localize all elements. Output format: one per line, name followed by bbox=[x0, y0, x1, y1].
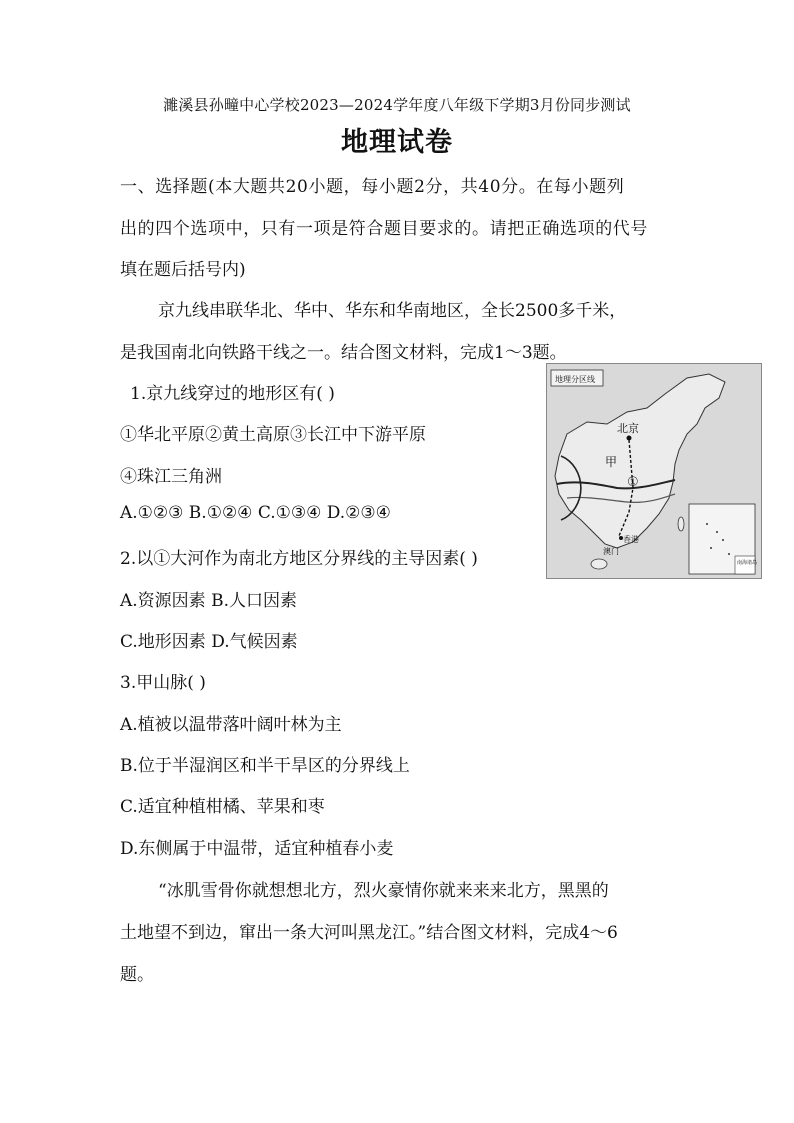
q3-option-b: B.位于半湿润区和半干旱区的分界线上 bbox=[120, 756, 410, 776]
map-legend-label: 地理分区线 bbox=[555, 375, 595, 384]
inset-label: 南海诸岛 bbox=[737, 560, 758, 566]
q3-option-c: C.适宜种植柑橘、苹果和枣 bbox=[120, 797, 325, 817]
q3-option-d: D.东侧属于中温带，适宜种植春小麦 bbox=[120, 839, 394, 859]
circle1-label: ① bbox=[627, 475, 639, 490]
beijing-marker bbox=[627, 436, 632, 441]
passage2-line3: 题。 bbox=[120, 965, 154, 985]
beijing-label: 北京 bbox=[617, 422, 639, 435]
q2-options-ab: A.资源因素 B.人口因素 bbox=[120, 591, 297, 611]
q3-option-a: A.植被以温带落叶阔叶林为主 bbox=[120, 715, 342, 735]
section-instruction-2: 出的四个选项中，只有一项是符合题目要求的。请把正确选项的代号 bbox=[120, 219, 648, 239]
passage2-line2: 土地望不到边，窜出一条大河叫黑龙江。”结合图文材料，完成4～6 bbox=[120, 923, 618, 943]
q1-options: A.①②③ B.①②④ C.①③④ D.②③④ bbox=[120, 503, 391, 523]
hainan-island bbox=[591, 559, 607, 569]
passage1-line2: 是我国南北向铁路干线之一。结合图文材料，完成1～3题。 bbox=[120, 343, 567, 363]
map-drawing bbox=[547, 364, 761, 578]
section-instruction-3: 填在题后括号内) bbox=[120, 260, 246, 280]
q2-stem: 2.以①大河作为南北方地区分界线的主导因素( ) bbox=[120, 549, 478, 569]
q1-items-b: ④珠江三角洲 bbox=[120, 467, 222, 487]
exam-title: 地理试卷 bbox=[341, 127, 453, 158]
hongkong-label: 香港 bbox=[623, 535, 639, 544]
section-instruction-1: 一、选择题(本大题共20小题，每小题2分，共40分。在每小题列 bbox=[120, 177, 625, 197]
exam-subtitle: 濉溪县孙疃中心学校2023—2024学年度八年级下学期3月份同步测试 bbox=[163, 96, 631, 114]
macau-label: 澳门 bbox=[603, 547, 619, 556]
jia-label: 甲 bbox=[605, 455, 618, 469]
q3-stem: 3.甲山脉( ) bbox=[120, 673, 206, 693]
q1-items-a: ①华北平原②黄土高原③长江中下游平原 bbox=[120, 425, 426, 445]
passage2-line1: “冰肌雪骨你就想想北方，烈火豪情你就来来来北方，黑黑的 bbox=[158, 881, 609, 901]
q1-stem: 1.京九线穿过的地形区有( ) bbox=[130, 384, 335, 404]
q2-options-cd: C.地形因素 D.气候因素 bbox=[120, 632, 298, 652]
taiwan-island bbox=[678, 517, 684, 531]
china-region-map bbox=[546, 363, 762, 579]
passage1-line1: 京九线串联华北、华中、华东和华南地区，全长2500多千米， bbox=[158, 301, 627, 321]
